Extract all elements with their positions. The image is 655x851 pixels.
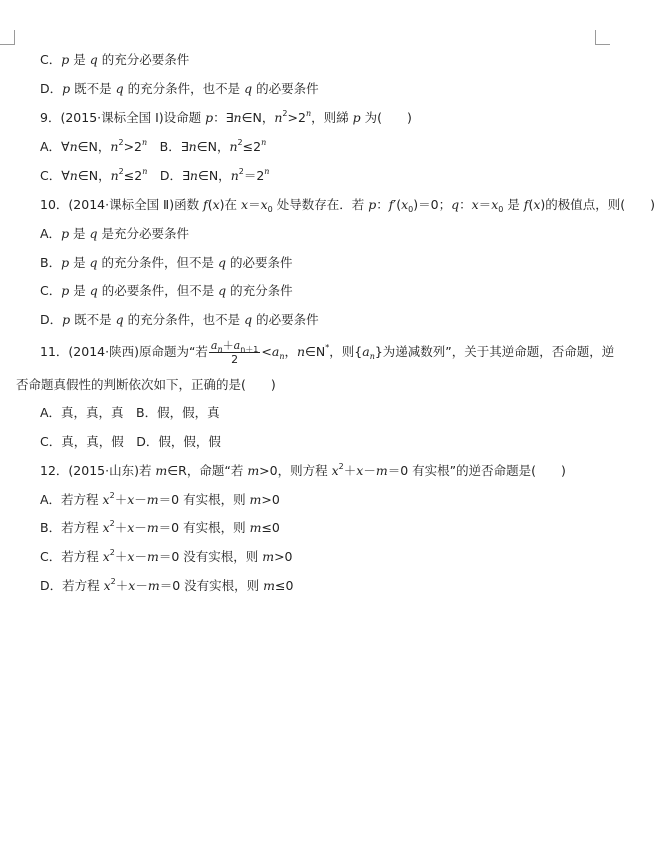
q9-options-ab: A．∀n∈N，$n^2>2^n$ B．∃n∈N，$n^2\le 2^n$ <box>40 138 267 154</box>
q10-stem: 10．(2014·课标全国 Ⅱ)函数 f(x)在 $x=x_0$ 处导数存在．若 p：$f'(x_0)=0$；q：$x=x_0$ 是 f(x)的极值点，则( ) <box>40 197 655 214</box>
q12-stem: 12．(2015·山东)若 m∈R，命题“若 m>0，则方程 $x^2+x-m=0$ 有实根”的逆否命题是( ) <box>40 462 566 478</box>
q12-option-c: C．若方程 $x^2+x-m=0$ 没有实根，则 m>0 <box>40 548 293 564</box>
q8-option-d: D．p 既不是 q 的充分条件，也不是 q 的必要条件 <box>40 81 319 96</box>
q10-option-d: D．p 既不是 q 的充分条件，也不是 q 的必要条件 <box>40 312 319 327</box>
q11-options-cd: C．真，真，假 D．假，假，假 <box>40 434 221 449</box>
fraction: $\frac{a_n+a_{n+1}}{2}$ <box>210 339 259 366</box>
q10-option-c: C．p 是 q 的必要条件，但不是 q 的充分条件 <box>40 283 293 298</box>
page-corner-mark-right <box>595 30 610 45</box>
q11-stem-line2: 否命题真假性的判断依次如下，正确的是( ) <box>16 377 276 392</box>
q11-stem-line1: 11．(2014·陕西)原命题为“若 $\frac{a_n+a_{n+1}}{2}$ $<a_n$，n∈N*，则$\{a_n\}$为递减数列”，关于其逆命题，否命题，逆 <box>40 339 615 366</box>
q10-option-b: B．p 是 q 的充分条件，但不是 q 的必要条件 <box>40 255 293 270</box>
q12-option-a: A．若方程 $x^2+x-m=0$ 有实根，则 m>0 <box>40 491 280 507</box>
q9-options-cd: C．∀n∈N，$n^2\le 2^n$ D．∃n∈N，$n^2=2^n$ <box>40 167 270 183</box>
q9-stem: 9．(2015·课标全国 Ⅰ)设命题 p：∃n∈N，$n^2>2^n$，则綈 p 为( ) <box>40 109 412 125</box>
q8-option-c: C．p 是 q 的充分必要条件 <box>40 52 190 67</box>
q12-option-d: D．若方程 $x^2+x-m=0$ 没有实根，则 m≤0 <box>40 577 294 593</box>
q12-option-b: B．若方程 $x^2+x-m=0$ 有实根，则 m≤0 <box>40 519 280 535</box>
page-corner-mark-left <box>0 30 15 45</box>
q10-option-a: A．p 是 q 是充分必要条件 <box>40 226 190 241</box>
q11-options-ab: A．真，真，真 B．假，假，真 <box>40 405 220 420</box>
